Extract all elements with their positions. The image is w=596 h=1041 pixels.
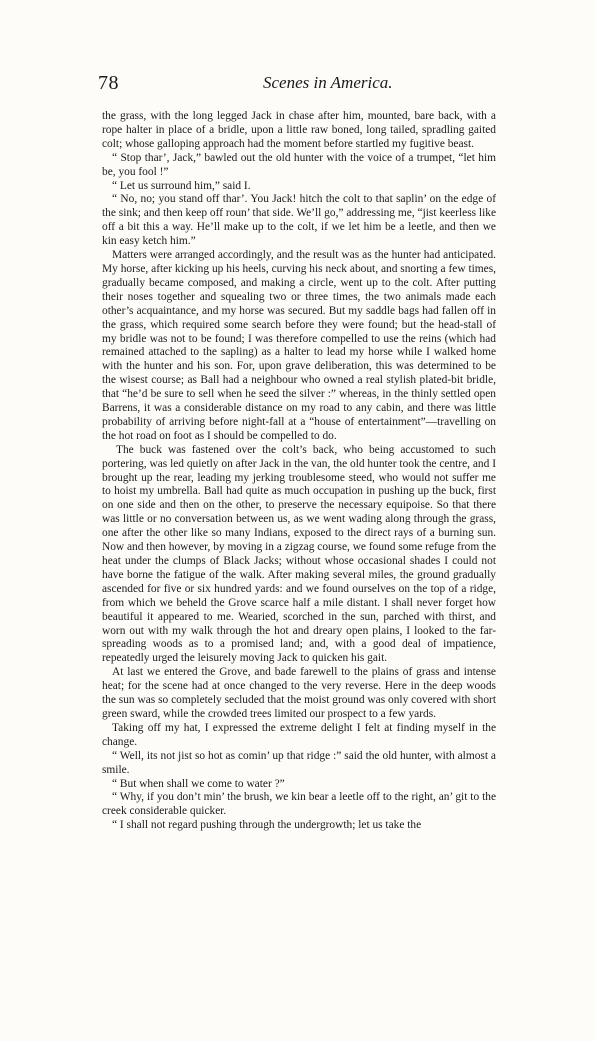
- paragraph: “ Why, if you don’t min’ the brush, we kin bear a leetle off to the right, an’ git to the creek considerable quicker.: [102, 791, 496, 818]
- paragraph: Taking off my hat, I expressed the extreme delight I felt at finding myself in the change.: [102, 721, 496, 748]
- paragraph: At last we entered the Grove, and bade farewell to the plains of grass and intense heat; for the scene had at once changed to the very reverse. Here in the deep woods the sun was so completely secluded that the moist ground was only covered with short green sward, while the crowded trees limited our prospect to a few yards.: [102, 666, 496, 720]
- paragraph: the grass, with the long legged Jack in chase after him, mounted, bare back, with a rope halter in place of a bridle, upon a little raw boned, long tailed, spradling gaited colt; whose galloping approach had the moment before startled my fugitive beast.: [102, 110, 496, 150]
- running-head: [98, 72, 498, 94]
- paragraph: Matters were arranged accordingly, and the result was as the hunter had anticipated. My horse, after kicking up his heels, curving his neck about, and snorting a few times, gradually became composed, and making a circle, went up to the colt. After putting their noses together and squealing two or three times, the two animals made each other’s acquaintance, and my horse was secured. But my saddle bags had fallen off in the grass, which required some search before they were found; but the head-stall of my bridle was not to be found; I was therefore compelled to use the reins (which had remained attached to the sapling) as a halter to lead my horse while I walked home with the hunter and his son. For, upon grave deliberation, this was determined to be the wisest course; as Ball had a neighbour who owned a real stylish plated-bit bridle, that “he’d be sure to sell when he seed the silver :” whereas, in the thinly settled open Barrens, it was a considerable distance on my road to any cabin, and there was little probability of arriving before night-fall at a “house of entertainment”—travelling on the hot road on foot as I should be compelled to do.: [102, 249, 496, 442]
- paragraph: “ But when shall we come to water ?”: [112, 777, 285, 790]
- paragraph: “ I shall not regard pushing through the undergrowth; let us take the: [112, 819, 422, 832]
- paragraph: “ No, no; you stand off thar’. You Jack! hitch the colt to that saplin’ on the edge of the sink; and then keep off roun’ that side. We’ll go,” addressing me, “jist keerless like off a bit this a way. He’ll make up to the colt, if we let him be a leetle, and then we kin easy ketch him.”: [102, 193, 496, 248]
- running-title: Scenes in America.: [263, 73, 393, 92]
- body-text: [102, 110, 496, 833]
- paragraph: “ Well, its not jist so hot as comin’ up that ridge :” said the old hunter, with almost a smile.: [102, 749, 496, 776]
- paragraph: “ Let us surround him,” said I.: [112, 179, 251, 192]
- paragraph: “ Stop thar’, Jack,” bawled out the old hunter with the voice of a trumpet, “let him be, you fool !”: [102, 151, 496, 178]
- paragraph: The buck was fastened over the colt’s back, who being accustomed to such portering, was led quietly on after Jack in the van, the old hunter took the centre, and I brought up the rear, leading my jerking troublesome steed, who would not suffer me to hoist my umbrella. Ball had quite as much occupation in pushing up the buck, first on one side and then on the other, to preserve the necessary equipoise. So that there was little or no conversation between us, as we went wading along through the grass, one after the other like so many Indians, exposed to the direct rays of a burning sun. Now and then however, by moving in a zigzag course, we found some refuge from the heat under the clumps of Black Jacks; without whose occasional shades I could not have borne the fatigue of the walk. After making several miles, the ground gradually ascended for five or six hundred yards: and we found ourselves on the top of a ridge, from which we beheld the Grove scarce half a mile distant. I shall never forget how beautiful it appeared to me. Wearied, scorched in the sun, parched with thirst, and worn out with my walk through the hot and dreary open plains, I looked to the far-spreading woods as to a promised land; and, with a good deal of impatience, repeatedly urged the leisurely moving Jack to quicken his gait.: [102, 443, 496, 665]
- page-number: 78: [98, 72, 119, 94]
